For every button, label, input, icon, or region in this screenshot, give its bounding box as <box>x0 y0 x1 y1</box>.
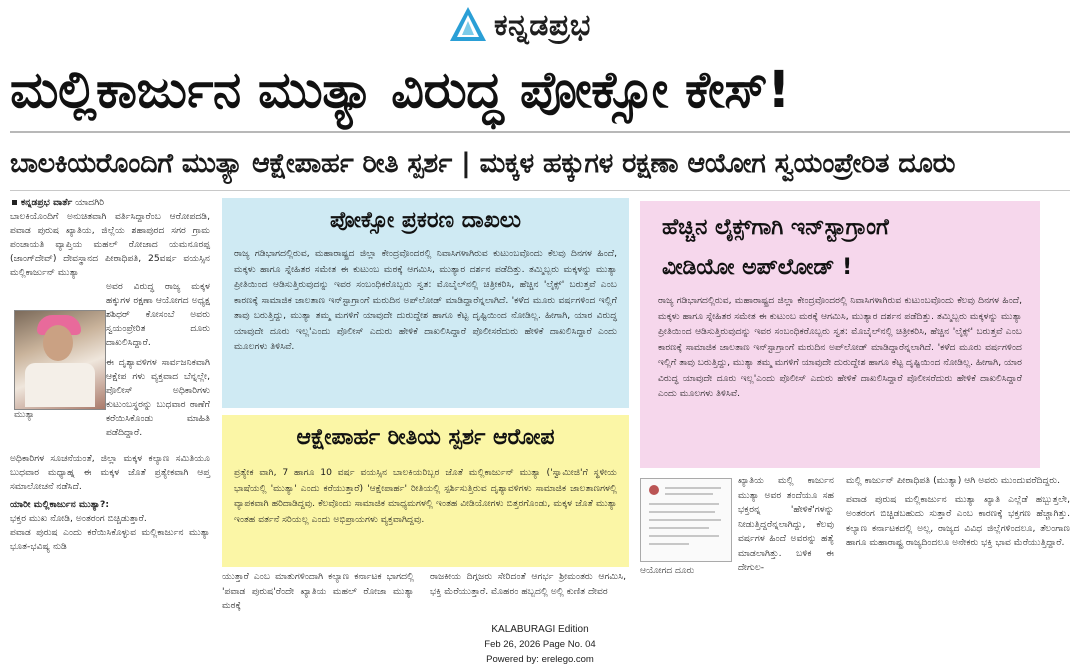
face-shape <box>43 325 73 361</box>
photo-caption: ಮುತ್ಯಾ <box>14 410 35 420</box>
pocso-case-box <box>222 198 629 408</box>
paragraph: ಪವಾಡ ಪುರುಷ ಎಂದು ಕರೆಯಿಸಿಕೊಳ್ಳುವ ಮಲ್ಲಿಕಾರ್ಜುನ ಮುತ್ಯಾ ಭೂತ-ಭವಿಷ್ಯ ನುಡಿ <box>10 527 210 552</box>
powered-by-link[interactable]: Powered by: erelego.com <box>486 654 594 665</box>
bullet-icon <box>12 200 17 205</box>
doc-line <box>665 487 721 489</box>
muthya-photo <box>14 310 106 410</box>
column-text: ರಾಜಕೀಯ ದಿಗ್ಗಜರು ಸೇರಿದಂತೆ ಆಗರ್ಭ ಶ್ರೀಮಂತರು ಆಗಮಿಸಿ, ಭಕ್ತಿ ಮೆರೆಯುತ್ತಾರೆ. ಮೊಹರಂ ಹಬ್ಬದಲ್ಲಿ ಅಲ್ಲಿ ಕುಣಿತ ದೇವರ <box>430 571 626 597</box>
date-page-label: Feb 26, 2026 Page No. 04 <box>484 639 596 650</box>
paragraph: ಮಲ್ಲಿ ಕಾರ್ಜುನ್ ಪೀಠಾಧಿಪತಿ (ಮುತ್ಯಾ) ಆಗಿ ಅವರು ಮುಂದುವರೆದಿದ್ದರು. <box>846 475 1061 486</box>
box-title: ಪೋಕ್ಸೋ ಪ್ರಕರಣ ದಾಖಲು <box>330 208 521 233</box>
divider <box>10 190 1070 191</box>
byline-text: ಕನ್ನಡಪ್ರಭ ವಾರ್ತೆ <box>21 197 73 208</box>
cloth-shape <box>25 363 95 407</box>
commission-complaint-image <box>640 478 732 562</box>
paragraph: ಪವಾಡ ಪುರುಷ ಮಲ್ಲಿಕಾರ್ಜುನ ಮುತ್ಯಾ ಖ್ಯಾತಿ ಎಲ್ಲೆಡೆ ಹಬ್ಬುತ್ತಲೇ, ಅಂತರಂಗ ಬಿಚ್ಚಿಡಬಹುದು ಸುತ್ತಾರೆ ಎಂಬ ಕಾರಣಕ್ಕೆ ಭಕ್ತಗಣ ಹೆಚ್ಚಾಗಿತ್ತು. ಕಲ್ಯಾಣ ಕರ್ನಾಟಕದಲ್ಲಿ ಅಲ್ಲ, ರಾಜ್ಯದ ವಿವಿಧ ಜಿಲ್ಲೆಗಳಿಂದಲೂ, ತೆಲಂಗಾಣ ಹಾಗೂ ಮಹಾರಾಷ್ಟ್ರ ರಾಜ್ಯದಿಂದಲೂ ಅನೇಕರು ಭಕ್ತಿ ಭಾವ ಮೆರೆಯುತ್ತಿದ್ದಾರೆ. <box>846 493 1070 548</box>
box-body: ರಾಜ್ಯ ಗಡಿಭಾಗದಲ್ಲಿರುವ, ಮಹಾರಾಷ್ಟ್ರದ ಜಿಲ್ಲಾ ಕೇಂದ್ರವೊಂದರಲ್ಲಿ ನಿವಾಸಿಗಳಾಗಿರುವ ಕುಟುಂಬವೊಂದು ಕೆಲವು ದಿನಗಳ ಹಿಂದೆ, ಮಕ್ಕಳು ಹಾಗೂ ಸ್ನೇಹಿತರ ಸಮೇತ ಈ ಕುಟುಂಬ ಮಠಕ್ಕೆ ಆಗಮಿಸಿ, ಮುತ್ಯಾರ ದರ್ಶನ ಪಡೆದಿತ್ತು. ತಮ್ಮಿಬ್ಬರು ಮಕ್ಕಳನ್ನು ಮುತ್ಯಾ ಪ್ರೀತಿಯಿಂದ ಆಡಿಸುತ್ತಿರುವುದನ್ನು ಇವರ ಸಂಬಂಧಿಕರೊಬ್ಬರು ಸ್ವತ: ಮೊಬೈಲ್‌ನಲ್ಲಿ ಚಿತ್ರೀಕರಿಸಿ, ಹೆಚ್ಚಿನ 'ಲೈಕ್ಸ್' ಬರುತ್ತವೆ ಎಂಬ ಕಾರಣಕ್ಕೆ ಸಾಮಾಜಿಕ ಜಾಲತಾಣ ಇನ್‌ಸ್ಟಾಗ್ರಾಂಗೆ ಮರುದಿನ ಅಪ್‌ಲೋಡ್ ಮಾಡಿದ್ದಾರೆನ್ನಲಾಗಿದೆ. 'ಕಳೆದ ಮೂರು ವರ್ಷಗಳಿಂದ ಇಲ್ಲಿಗೆ ತಾವು ಬರುತ್ತಿದ್ದು, ಮುತ್ಯಾ ತಮ್ಮ ಮಗಳಿಗೆ ಯಾವುದೇ ದುರುದ್ದೇಶ ಹಾಗೂ ಕೆಟ್ಟ ದೃಷ್ಟಿಯಿಂದ ನೋಡಿಲ್ಲ. ಹೀಗಾಗಿ, ಯಾರ ವಿರುದ್ಧ ಯಾವುದೇ ದೂರು ಇಲ್ಲ'ಎಂದು ಪೊಲೀಸ್ ಎದುರು ಹೇಳಿಕೆ ದಾಖಲಿಸಿದ್ದಾರೆ ಪೊಲೀಸರೆದುರು ಹೇಳಿಕೆ ದಾಖಲಿಸಿದ್ದಾರೆ ಎಂದು ಮೂಲಗಳು ತಿಳಿಸಿವೆ. <box>234 248 617 352</box>
section-heading: ಯಾರೀ ಮಲ್ಲಿಕಾರ್ಜುನ ಮುತ್ಯಾ?: <box>10 499 110 510</box>
doc-line <box>649 535 719 537</box>
doc-line <box>665 493 713 495</box>
brand-name[interactable]: ಕನ್ನಡಪ್ರಭ <box>494 8 591 43</box>
paragraph: ಅಧಿಕಾರಿಗಳ ಸೂಚನೆಯಂತೆ, ಜಿಲ್ಲಾ ಮಕ್ಕಳ ಕಲ್ಯಾಣ ಸಮಿತಿಯೂ ಬುಧವಾರ ಮಧ್ಯಾಹ್ನ ಈ ಮಕ್ಕಳ ಜೊತೆ ಪ್ರತ್ಯೇಕವಾಗಿ ಆಪ್ತ ಸಮಾಲೋಚನೆ ನಡೆಸಿದೆ. <box>10 453 210 492</box>
subheadline: ಬಾಲಕಿಯರೊಂದಿಗೆ ಮುತ್ಯಾ ಆಕ್ಷೇಪಾರ್ಹ ರೀತಿ ಸ್ಪರ್ಶ | ಮಕ್ಕಳ ಹಕ್ಕುಗಳ ರಕ್ಷಣಾ ಆಯೋಗ ಸ್ವಯಂಪ್ರೇರಿತ ದೂರು <box>10 148 956 179</box>
objectionable-touch-box <box>222 415 629 567</box>
box-title: ಆಕ್ಷೇಪಾರ್ಹ ರೀತಿಯ ಸ್ಪರ್ಶ ಆರೋಪ <box>296 425 555 450</box>
headline: ಮಲ್ಲಿಕಾರ್ಜುನ ಮುತ್ಯಾ ವಿರುದ್ಧ ಪೋಕ್ಸೋ ಕೇಸ್! <box>10 61 791 120</box>
paragraph: ಈ ದೃಶ್ಯಾವಳಿಗಳ ಸಾರ್ವಜನಿಕವಾಗಿ ಆಕ್ಷೇಪ ಗಳು ವ್ಯಕ್ತವಾದ ಬೆನ್ನಲ್ಲೇ, ಪೊಲೀಸ್ ಅಧಿಕಾರಿಗಳು ಕುಟುಂಬಸ್ಥರನ್ನು ಬುಧವಾರ ಠಾಣೆಗೆ ಕರೆಯಿಸಿಕೊಂಡು ಮಾಹಿತಿ ಪಡೆದಿದ್ದಾರೆ. <box>106 357 210 438</box>
column-text: ಯುತ್ತಾರೆ ಎಂಬ ಮಾತುಗಳಿಂದಾಗಿ ಕಲ್ಯಾಣ ಕರ್ನಾಟಕ ಭಾಗದಲ್ಲಿ 'ಪವಾಡ ಪುರುಷ'ರೆಂದೇ ಖ್ಯಾತಿಯ ಮಹಲ್ ರೋಜಾ ಮುತ್ಯಾ ಮಠಕ್ಕೆ <box>222 571 414 611</box>
box-title-line1: ಹೆಚ್ಚಿನ ಲೈಕ್ಸ್‌ಗಾಗಿ ಇನ್‌ಸ್ಟಾಗ್ರಾಂಗೆ <box>662 215 889 240</box>
masthead <box>0 2 1080 50</box>
box-body: ಪ್ರತ್ಯೇಕ ವಾಗಿ, 7 ಹಾಗೂ 10 ವರ್ಷ ವಯಸ್ಸಿನ ಬಾಲಕಿಯರಿಬ್ಬರ ಜೊತೆ ಮಲ್ಲಿಕಾರ್ಜುನ್ ಮುತ್ಯಾ ('ಸ್ವಾಮೀಜಿ'ಗೆ ಸ್ಥಳೀಯ ಭಾಷೆಯಲ್ಲಿ 'ಮುತ್ಯಾ' ಎಂದು ಕರೆಯುತ್ತಾರೆ) 'ಆಕ್ಷೇಪಾರ್ಹ' ರೀತಿಯಲ್ಲಿ ಸ್ಪರ್ಶಿಸುತ್ತಿರುವ ದೃಶ್ಯಾವಳಿಗಳು ಸಾಮಾಜಿಕ ಜಾಲತಾಣಗಳಲ್ಲಿ ವ್ಯಾಪಕವಾಗಿ ಹರಿದಾಡಿದ್ದವು. ಕೆಲವೊಂದು ಸಾಮಾಜಿಕ ಮಾಧ್ಯಮಗಳಲ್ಲಿ ಇಂತಹ ವೀಡಿಯೋಗಳು ಬಿತ್ತರಗೊಂಡು, ಮಕ್ಕಳ ಜೊತೆ ಮುತ್ಯಾ ಇಂತಹ ವರ್ತನೆ ಸರಿಯಲ್ಲ ಎಂದು ಅಭಿಪ್ರಾಯಗಳು ವ್ಯಕ್ತವಾಗಿದ್ದವು. <box>234 467 617 525</box>
doc-line <box>649 511 715 513</box>
column-text: ಖ್ಯಾತಿಯ ಮಲ್ಲಿ ಕಾರ್ಜುನ ಮುತ್ಯಾ ಅವರ ತಂದೆಯೂ ಸಹ ಭಕ್ತರನ್ನ 'ಹೇಳಿಕೆ'ಗಳನ್ನು ನೀಡುತ್ತಿದ್ದರೆನ್ನಲಾಗಿದ್ದು, ಕೆಲವು ವರ್ಷಗಳ ಹಿಂದೆ ಅವರನ್ನು ಹತ್ಯೆ ಮಾಡಲಾಗಿತ್ತು. ಬಳಿಕ ಈ ದೇಗುಲ- <box>738 475 834 573</box>
image-caption: ಆಯೋಗದ ದೂರು <box>640 566 695 576</box>
column-text <box>846 474 1070 551</box>
edition-label: KALABURAGI Edition <box>491 624 589 635</box>
dateline-place: ಯಾದಗಿರಿ <box>72 197 105 208</box>
left-article-continued <box>10 452 210 554</box>
divider <box>10 131 1070 133</box>
doc-line <box>649 527 709 529</box>
paragraph: ಅವರ ವಿರುದ್ಧ ರಾಜ್ಯ ಮಕ್ಕಳ ಹಕ್ಕುಗಳ ರಕ್ಷಣಾ ಆಯೋಗದ ಅಧ್ಯಕ್ಷ ಶಶಿಧರ್ ಕೋಸಂಬೆ ಅವರು ಸ್ವಯಂಪ್ರೇರಿತ ದೂರು ದಾಖಲಿಸಿದ್ದಾರೆ. <box>106 281 210 348</box>
seal-icon <box>649 485 659 495</box>
byline <box>10 197 72 208</box>
doc-line <box>649 519 721 521</box>
triangle-logo-icon <box>448 5 488 43</box>
box-title-line2: ವೀಡಿಯೋ ಅಪ್‌ಲೋಡ್ ! <box>662 255 853 280</box>
paragraph: ಭಕ್ತರ ಮುಖ ನೋಡಿ, ಅಂತರಂಗ ಬಿಚ್ಚಿಡುತ್ತಾರೆ. <box>10 513 147 524</box>
paragraph: ಬಾಲಕಿಯೊಂದಿಗೆ ಅನುಚಿತವಾಗಿ ವರ್ತಿಸಿದ್ದಾರೆಂಬ ಆರೋಪದಡಿ, ಪವಾಡ ಪುರುಷ ಖ್ಯಾತಿಯ, ಜಿಲ್ಲೆಯ ಶಹಾಪುರದ ಸಗರ ಗ್ರಾಮ ಪಂಚಾಯತಿ ವ್ಯಾಪ್ತಿಯ ಮಹಲ್ ರೋಜಾದ ಯಮನೂರಪ್ಪ (ಜಾಂಗ್‌ದೇವ್) ದೇವಸ್ಥಾನದ ಪೀಠಾಧಿಪತಿ, 25ವರ್ಷ ವಯಸ್ಸಿನ ಮಲ್ಲಿಕಾರ್ಜುನ್ ಮುತ್ಯಾ <box>10 211 210 278</box>
instagram-upload-box <box>640 201 1040 468</box>
box-body: ರಾಜ್ಯ ಗಡಿಭಾಗದಲ್ಲಿರುವ, ಮಹಾರಾಷ್ಟ್ರದ ಜಿಲ್ಲಾ ಕೇಂದ್ರವೊಂದರಲ್ಲಿ ನಿವಾಸಿಗಳಾಗಿರುವ ಕುಟುಂಬವೊಂದು ಕೆಲವು ದಿನಗಳ ಹಿಂದೆ, ಮಕ್ಕಳು ಹಾಗೂ ಸ್ನೇಹಿತರ ಸಮೇತ ಈ ಕುಟುಂಬ ಮಠಕ್ಕೆ ಆಗಮಿಸಿ, ಮುತ್ಯಾರ ದರ್ಶನ ಪಡೆದಿತ್ತು. ತಮ್ಮಿಬ್ಬರು ಮಕ್ಕಳನ್ನು ಮುತ್ಯಾ ಪ್ರೀತಿಯಿಂದ ಆಡಿಸುತ್ತಿರುವುದನ್ನು ಇವರ ಸಂಬಂಧಿಕರೊಬ್ಬರು ಸ್ವತ: ಮೊಬೈಲ್‌ನಲ್ಲಿ ಚಿತ್ರೀಕರಿಸಿ, ಹೆಚ್ಚಿನ 'ಲೈಕ್ಸ್' ಬರುತ್ತವೆ ಎಂಬ ಕಾರಣಕ್ಕೆ ಸಾಮಾಜಿಕ ಜಾಲತಾಣ ಇನ್‌ಸ್ಟಾಗ್ರಾಂಗೆ ಮರುದಿನ ಅಪ್‌ಲೋಡ್ ಮಾಡಿದ್ದಾರೆನ್ನಲಾಗಿದೆ. 'ಕಳೆದ ಮೂರು ವರ್ಷಗಳಿಂದ ಇಲ್ಲಿಗೆ ತಾವು ಬರುತ್ತಿದ್ದು, ಮುತ್ಯಾ ತಮ್ಮ ಮಗಳಿಗೆ ಯಾವುದೇ ದುರುದ್ದೇಶ ಹಾಗೂ ಕೆಟ್ಟ ದೃಷ್ಟಿಯಿಂದ ನೋಡಿಲ್ಲ. ಹೀಗಾಗಿ, ಯಾರ ವಿರುದ್ಧ ಯಾವುದೇ ದೂರು ಇಲ್ಲ'ಎಂದು ಪೊಲೀಸ್ ಎದುರು ಹೇಳಿಕೆ ದಾಖಲಿಸಿದ್ದಾರೆ ಪೊಲೀಸರೆದುರು ಹೇಳಿಕೆ ದಾಖಲಿಸಿದ್ದಾರೆ ಎಂದು ಮೂಲಗಳು ತಿಳಿಸಿವೆ. <box>658 295 1022 399</box>
doc-line <box>649 503 719 505</box>
doc-line <box>649 543 689 545</box>
